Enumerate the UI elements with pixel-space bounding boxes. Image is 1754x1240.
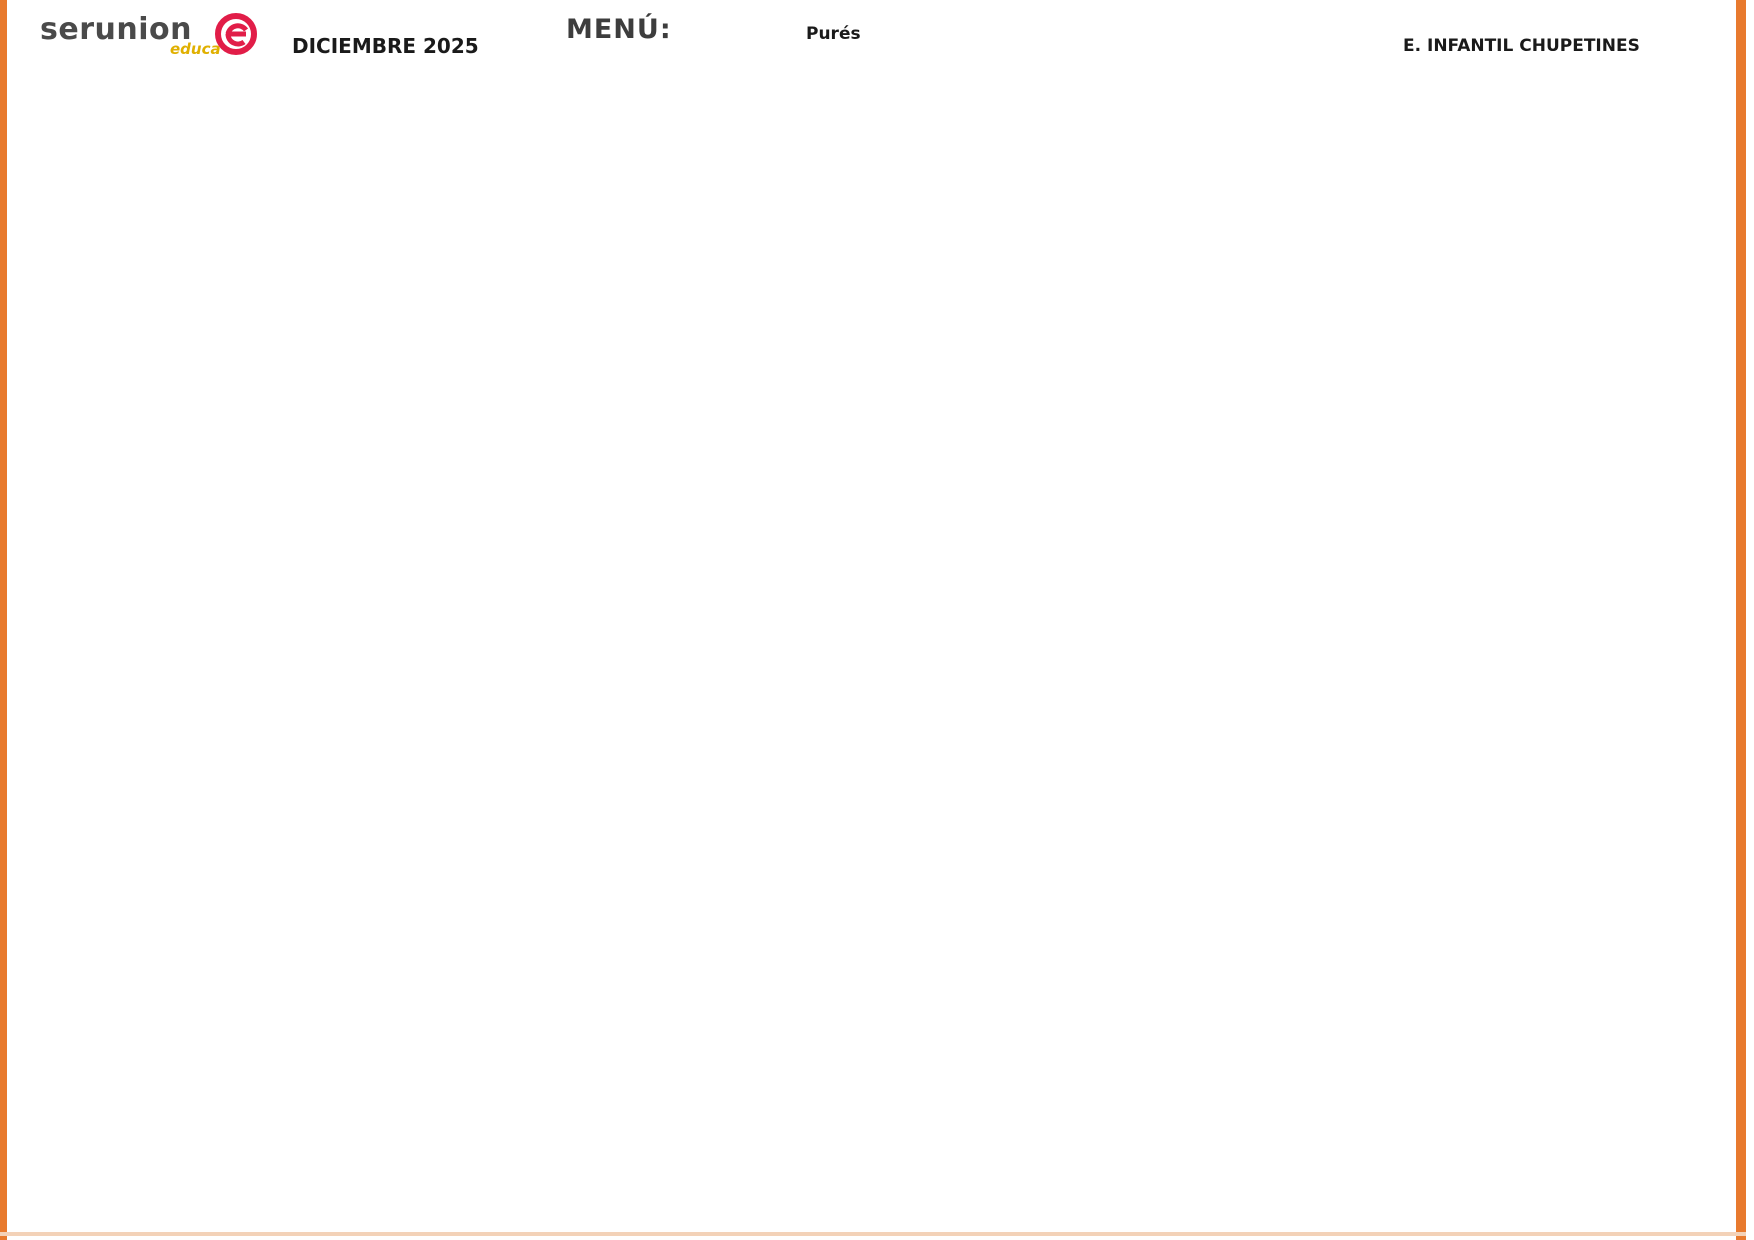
menu-label: MENÚ: xyxy=(566,14,672,45)
right-border xyxy=(1736,0,1746,1240)
month-title: DICIEMBRE 2025 xyxy=(292,34,479,58)
school-name: E. INFANTIL CHUPETINES xyxy=(1403,36,1640,56)
logo-text: serunion xyxy=(40,12,192,47)
menu-type: Purés xyxy=(806,24,861,44)
left-border xyxy=(0,0,7,1240)
logo-e-mark-icon xyxy=(214,12,258,56)
serunion-logo xyxy=(40,10,270,60)
logo-subtext: educa xyxy=(170,40,221,58)
bottom-border xyxy=(0,1232,1746,1236)
